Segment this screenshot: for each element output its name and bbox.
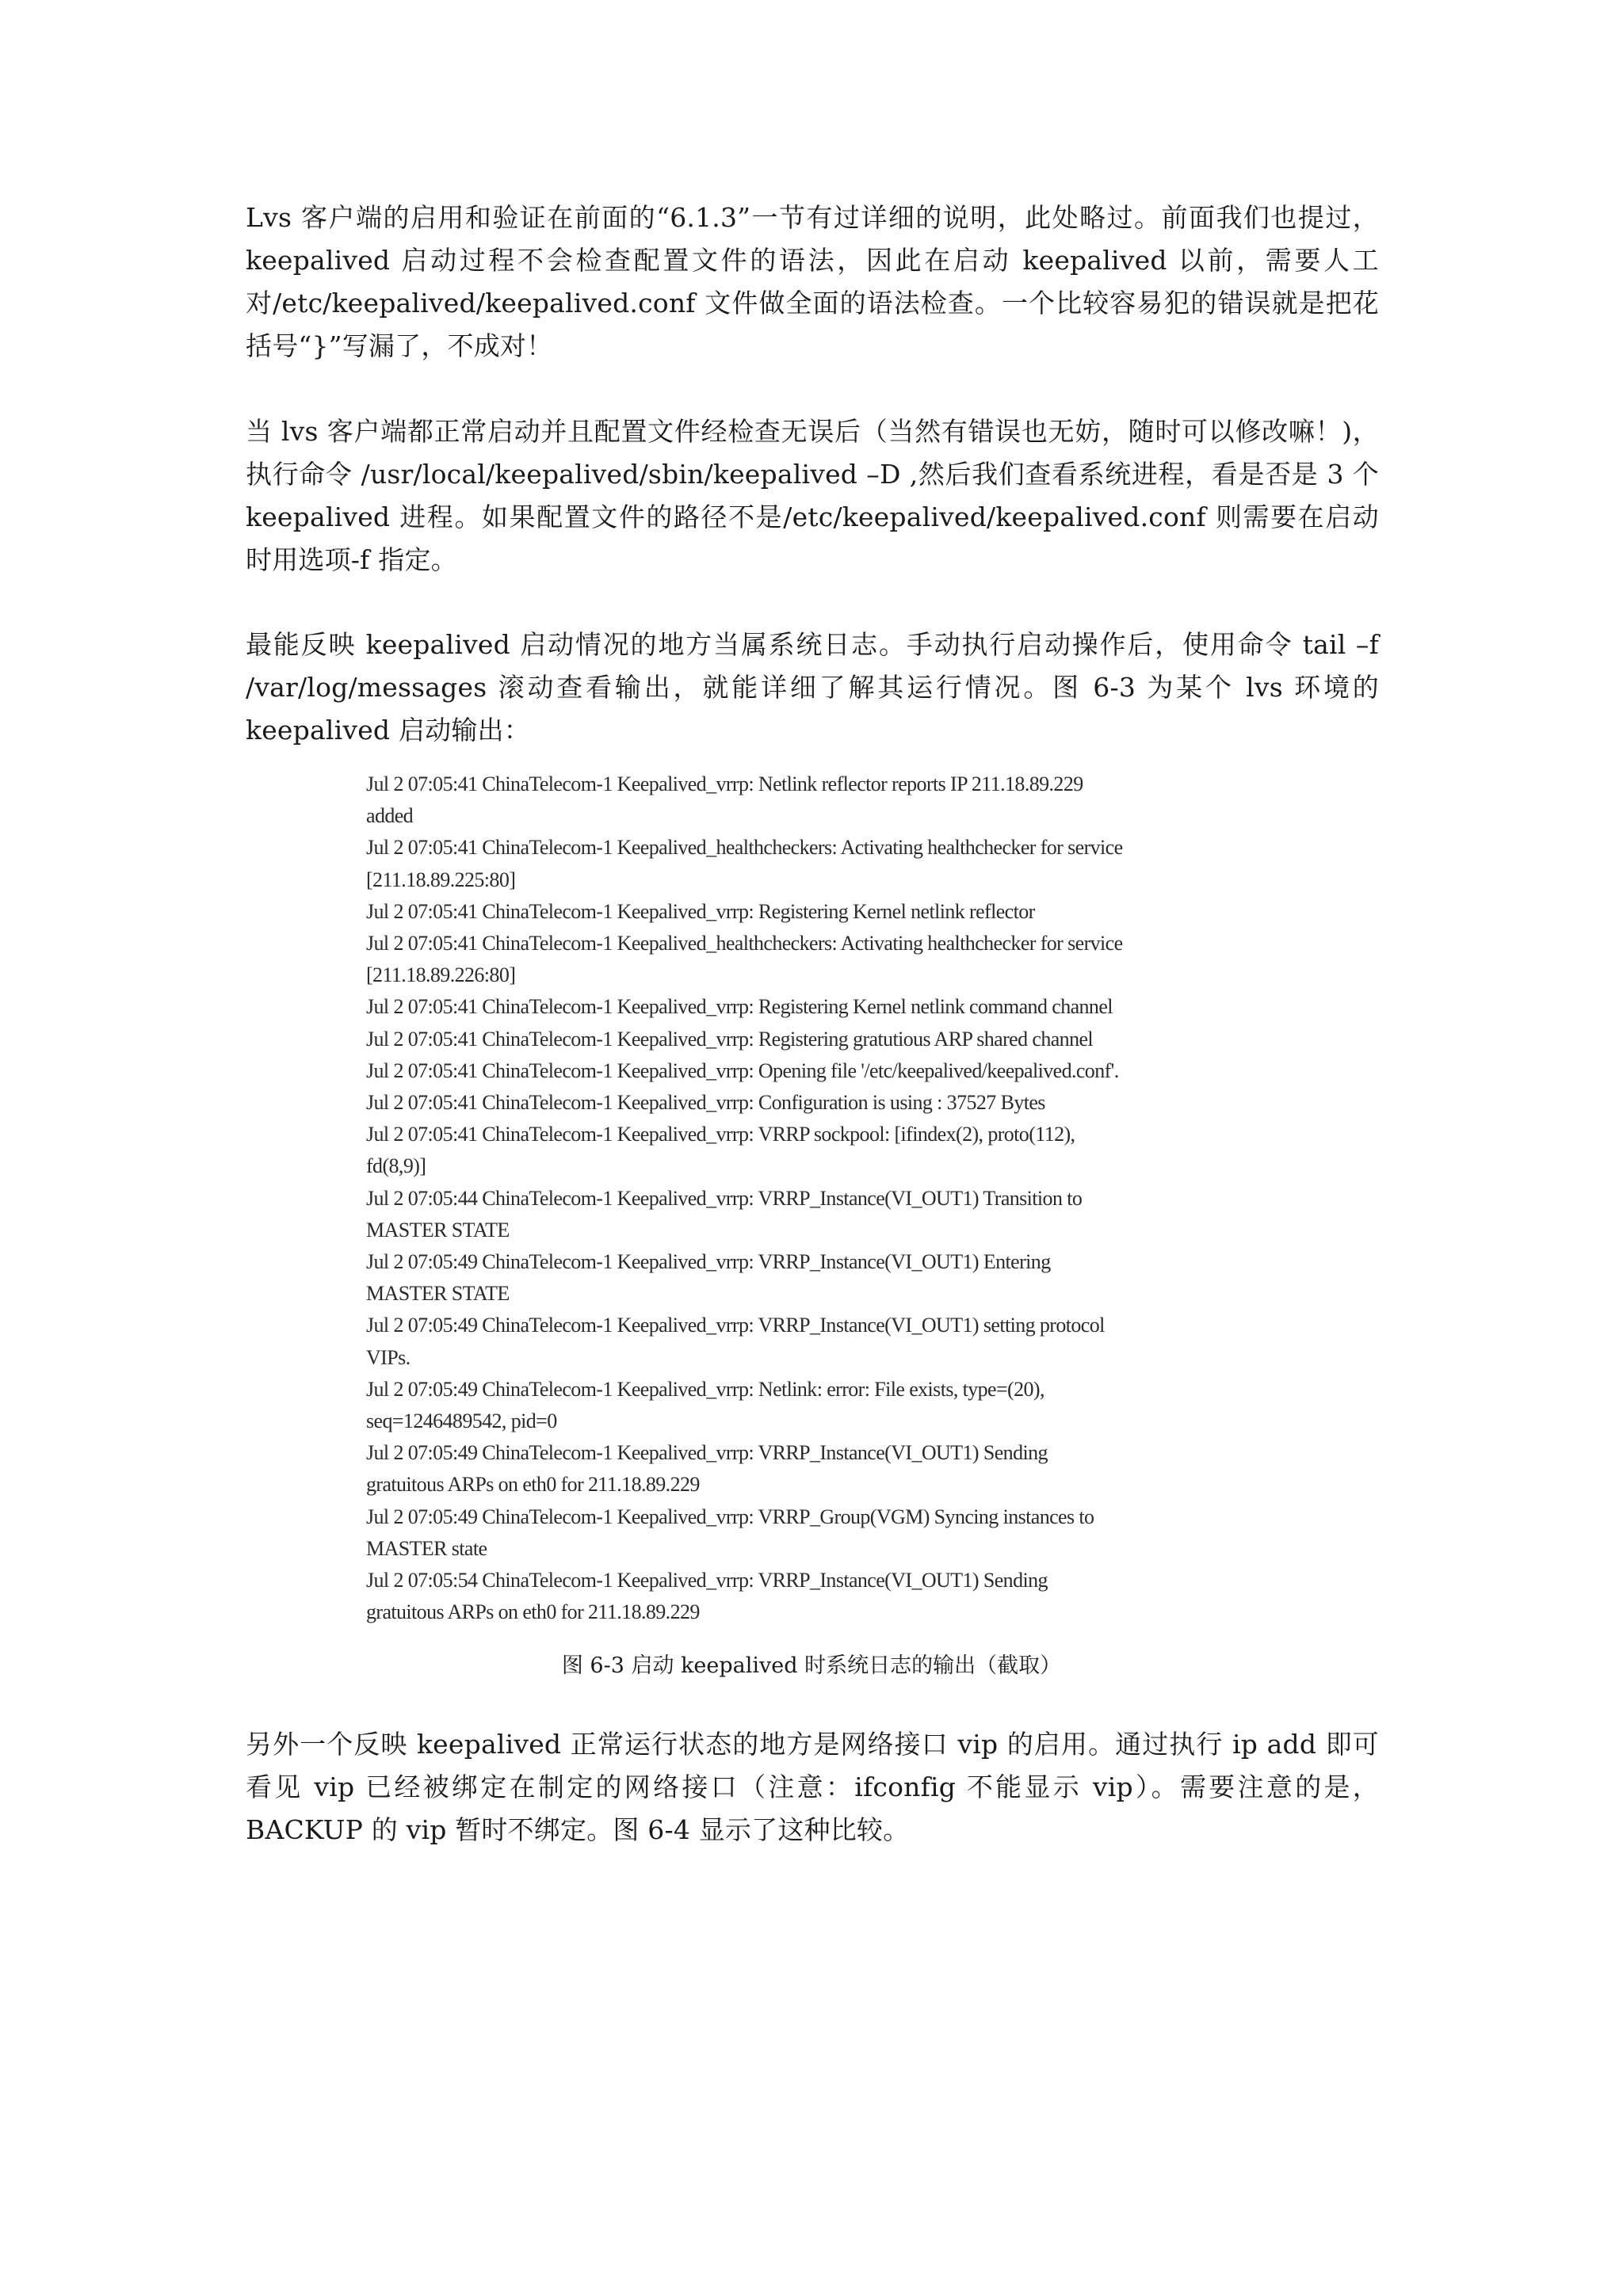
log-line: Jul 2 07:05:54 ChinaTelecom-1 Keepalived_vrrp: VRRP_Instance(VI_OUT1) Sending <box>366 1569 1048 1592</box>
log-line: added <box>366 804 414 828</box>
log-line: Jul 2 07:05:49 ChinaTelecom-1 Keepalived_vrrp: VRRP_Instance(VI_OUT1) Sending <box>366 1441 1048 1465</box>
log-line: [211.18.89.226:80] <box>366 963 516 987</box>
log-output-figure <box>366 769 1217 1632</box>
log-line: Jul 2 07:05:49 ChinaTelecom-1 Keepalived_vrrp: VRRP_Instance(VI_OUT1) Entering <box>366 1250 1051 1273</box>
log-line: Jul 2 07:05:41 ChinaTelecom-1 Keepalived_healthcheckers: Activating healthchecker for service <box>366 932 1123 955</box>
paragraph-start-keepalived: 当 lvs 客户端都正常启动并且配置文件经检查无误后（当然有错误也无妨，随时可以修改嘛！)，执行命令 /usr/local/keepalived/sbin/keepalived –D ,然后我们查看系统进程，看是否是 3 个 keepalived 进程。如果配置文件的路径不是/etc/keepalived/keepalived.conf 则需要在启动时用选项-f 指定。 <box>246 416 1379 575</box>
paragraph-vip-binding: 另外一个反映 keepalived 正常运行状态的地方是网络接口 vip 的启用。通过执行 ip add 即可看见 vip 已经被绑定在制定的网络接口（注意：ifconfig 不能显示 vip）。需要注意的是，BACKUP 的 vip 暂时不绑定。图 6-4 显示了这种比较。 <box>246 1729 1379 1845</box>
log-line: Jul 2 07:05:41 ChinaTelecom-1 Keepalived_vrrp: VRRP sockpool: [ifindex(2), proto(112), <box>366 1123 1075 1146</box>
paragraph-system-log: 最能反映 keepalived 启动情况的地方当属系统日志。手动执行启动操作后，使用命令 tail –f /var/log/messages 滚动查看输出，就能详细了解其运行情况。图 6-3 为某个 lvs 环境的 keepalived 启动输出： <box>246 629 1379 746</box>
log-line: Jul 2 07:05:41 ChinaTelecom-1 Keepalived_vrrp: Configuration is using : 37527 Bytes <box>366 1091 1045 1114</box>
log-line: seq=1246489542, pid=0 <box>366 1409 557 1432</box>
log-line: Jul 2 07:05:41 ChinaTelecom-1 Keepalived_vrrp: Registering Kernel netlink command channel <box>366 995 1113 1019</box>
figure-caption: 图 6-3 启动 keepalived 时系统日志的输出（截取） <box>561 1653 1062 1678</box>
paragraph-lvs-client-startup: Lvs 客户端的启用和验证在前面的“6.1.3”一节有过详细的说明，此处略过。前面我们也提过，keepalived 启动过程不会检查配置文件的语法，因此在启动 keepalived 以前，需要人工对/etc/keepalived/keepalived.conf 文件做全面的语法检查。一个比较容易犯的错误就是把花括号“}”写漏了，不成对！ <box>246 202 1379 361</box>
log-line: Jul 2 07:05:49 ChinaTelecom-1 Keepalived_vrrp: Netlink: error: File exists, type=(20), <box>366 1377 1044 1401</box>
log-line: MASTER STATE <box>366 1218 510 1241</box>
log-line: Jul 2 07:05:41 ChinaTelecom-1 Keepalived_vrrp: Opening file '/etc/keepalived/keepalived.conf'. <box>366 1058 1119 1082</box>
log-line: Jul 2 07:05:41 ChinaTelecom-1 Keepalived_healthcheckers: Activating healthchecker for service <box>366 836 1123 860</box>
log-line: [211.18.89.225:80] <box>366 868 516 891</box>
log-line: MASTER STATE <box>366 1282 510 1306</box>
log-line: Jul 2 07:05:44 ChinaTelecom-1 Keepalived_vrrp: VRRP_Instance(VI_OUT1) Transition to <box>366 1186 1083 1210</box>
log-line: Jul 2 07:05:41 ChinaTelecom-1 Keepalived_vrrp: Registering Kernel netlink reflector <box>366 899 1035 923</box>
log-line: Jul 2 07:05:41 ChinaTelecom-1 Keepalived_vrrp: Registering gratutious ARP shared channel <box>366 1027 1094 1051</box>
log-line: fd(8,9)] <box>366 1154 426 1178</box>
log-line: gratuitous ARPs on eth0 for 211.18.89.229 <box>366 1473 700 1497</box>
log-line: Jul 2 07:05:41 ChinaTelecom-1 Keepalived_vrrp: Netlink reflector reports IP 211.18.89.229 <box>366 772 1083 795</box>
log-line: Jul 2 07:05:49 ChinaTelecom-1 Keepalived_vrrp: VRRP_Instance(VI_OUT1) setting protocol <box>366 1314 1105 1337</box>
log-line: gratuitous ARPs on eth0 for 211.18.89.229 <box>366 1600 700 1624</box>
log-line: MASTER state <box>366 1536 487 1560</box>
log-line: VIPs. <box>366 1345 411 1369</box>
log-line: Jul 2 07:05:49 ChinaTelecom-1 Keepalived_vrrp: VRRP_Group(VGM) Syncing instances to <box>366 1505 1094 1528</box>
